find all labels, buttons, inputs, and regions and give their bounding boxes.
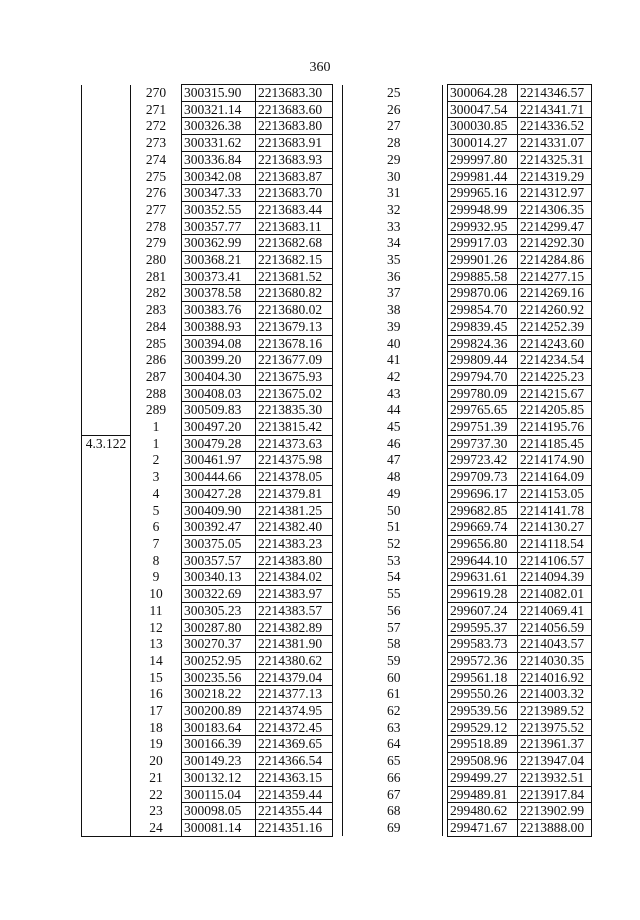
y-coordinate: 2214373.63 — [256, 435, 333, 452]
y-coordinate: 2214174.90 — [518, 452, 592, 469]
y-coordinate: 2214215.67 — [518, 385, 592, 402]
y-coordinate: 2214341.71 — [518, 101, 592, 118]
y-coordinate: 2214359.44 — [256, 786, 333, 803]
point-number: 19 — [149, 736, 163, 752]
point-number: 21 — [149, 769, 163, 785]
y-coordinate: 2213678.16 — [256, 335, 333, 352]
y-coordinate: 2214383.57 — [256, 602, 333, 619]
x-coordinate: 300368.21 — [182, 252, 256, 269]
point-number: 6 — [152, 519, 160, 535]
point-number: 29 — [387, 151, 401, 167]
point-number: 27 — [387, 118, 401, 134]
x-coordinate: 299572.36 — [448, 652, 518, 669]
x-coordinate: 299669.74 — [448, 519, 518, 536]
point-number: 33 — [387, 218, 401, 234]
x-coordinate: 299737.30 — [448, 435, 518, 452]
point-number: 61 — [387, 686, 401, 702]
y-coordinate: 2213835.30 — [256, 402, 333, 419]
point-number: 68 — [387, 803, 401, 819]
point-number: 67 — [387, 786, 401, 802]
point-number: 285 — [145, 335, 167, 351]
y-coordinate: 2214346.57 — [518, 85, 592, 102]
x-coordinate: 300315.90 — [182, 85, 256, 102]
coordinate-table-right — [342, 84, 592, 837]
y-coordinate: 2214056.59 — [518, 619, 592, 636]
y-coordinate: 2214383.97 — [256, 586, 333, 603]
y-coordinate: 2214252.39 — [518, 318, 592, 335]
y-coordinate: 2213917.84 — [518, 786, 592, 803]
y-coordinate: 2214355.44 — [256, 803, 333, 820]
x-coordinate: 299656.80 — [448, 535, 518, 552]
x-coordinate: 299723.42 — [448, 452, 518, 469]
x-coordinate: 299518.89 — [448, 736, 518, 753]
y-coordinate: 2214299.47 — [518, 218, 592, 235]
point-number: 40 — [387, 335, 401, 351]
point-number: 5 — [152, 502, 160, 518]
point-number: 273 — [145, 135, 167, 151]
point-number: 36 — [387, 268, 401, 284]
point-number: 38 — [387, 302, 401, 318]
y-coordinate: 2214383.80 — [256, 552, 333, 569]
point-number: 44 — [387, 402, 401, 418]
x-coordinate: 300444.66 — [182, 469, 256, 486]
point-number: 274 — [145, 151, 167, 167]
y-coordinate: 2213989.52 — [518, 703, 592, 720]
x-coordinate: 299932.95 — [448, 218, 518, 235]
point-number: 28 — [387, 135, 401, 151]
x-coordinate: 300394.08 — [182, 335, 256, 352]
x-coordinate: 299917.03 — [448, 235, 518, 252]
y-coordinate: 2214363.15 — [256, 769, 333, 786]
x-coordinate: 300132.12 — [182, 769, 256, 786]
point-number: 32 — [387, 201, 401, 217]
x-coordinate: 300322.69 — [182, 586, 256, 603]
point-number: 2 — [152, 452, 160, 468]
x-coordinate: 299619.28 — [448, 586, 518, 603]
x-coordinate: 299765.65 — [448, 402, 518, 419]
x-coordinate: 300287.80 — [182, 619, 256, 636]
y-coordinate: 2214260.92 — [518, 302, 592, 319]
y-coordinate: 2214382.89 — [256, 619, 333, 636]
y-coordinate: 2214377.13 — [256, 686, 333, 703]
y-coordinate: 2214130.27 — [518, 519, 592, 536]
x-coordinate: 299839.45 — [448, 318, 518, 335]
y-coordinate: 2213683.11 — [256, 218, 333, 235]
point-number: 48 — [387, 469, 401, 485]
point-number: 35 — [387, 252, 401, 268]
point-number: 9 — [152, 569, 160, 585]
y-coordinate: 2214381.25 — [256, 502, 333, 519]
y-coordinate: 2213675.93 — [256, 368, 333, 385]
point-number: 53 — [387, 552, 401, 568]
x-coordinate: 300166.39 — [182, 736, 256, 753]
y-coordinate: 2214284.86 — [518, 252, 592, 269]
y-coordinate: 2213932.51 — [518, 769, 592, 786]
point-number: 288 — [145, 385, 167, 401]
x-coordinate: 300098.05 — [182, 803, 256, 820]
y-coordinate: 2213682.15 — [256, 252, 333, 269]
x-coordinate: 299997.80 — [448, 151, 518, 168]
point-number: 12 — [149, 619, 163, 635]
x-coordinate: 300399.20 — [182, 352, 256, 369]
y-coordinate: 2214366.54 — [256, 753, 333, 770]
point-number: 8 — [152, 552, 160, 568]
x-coordinate: 299595.37 — [448, 619, 518, 636]
x-coordinate: 300342.08 — [182, 168, 256, 185]
y-coordinate: 2214016.92 — [518, 669, 592, 686]
x-coordinate: 300509.83 — [182, 402, 256, 419]
x-coordinate: 300326.38 — [182, 118, 256, 135]
point-number: 66 — [387, 769, 401, 785]
y-coordinate: 2214336.52 — [518, 118, 592, 135]
y-coordinate: 2213675.02 — [256, 385, 333, 402]
y-coordinate: 2213683.91 — [256, 135, 333, 152]
x-coordinate: 299751.39 — [448, 419, 518, 436]
point-number: 51 — [387, 519, 401, 535]
y-coordinate: 2214382.40 — [256, 519, 333, 536]
point-number: 39 — [387, 318, 401, 334]
x-coordinate: 299471.67 — [448, 819, 518, 836]
y-coordinate: 2213815.42 — [256, 419, 333, 436]
point-number: 56 — [387, 602, 401, 618]
y-coordinate: 2214185.45 — [518, 435, 592, 452]
y-coordinate: 2213975.52 — [518, 719, 592, 736]
point-number: 271 — [145, 101, 167, 117]
x-coordinate: 300388.93 — [182, 318, 256, 335]
x-coordinate: 300115.04 — [182, 786, 256, 803]
x-coordinate: 299981.44 — [448, 168, 518, 185]
y-coordinate: 2214292.30 — [518, 235, 592, 252]
table-row — [82, 435, 333, 452]
x-coordinate: 299561.18 — [448, 669, 518, 686]
page-number: 360 — [309, 60, 331, 75]
x-coordinate: 299885.58 — [448, 268, 518, 285]
y-coordinate: 2213679.13 — [256, 318, 333, 335]
point-number: 13 — [149, 636, 163, 652]
y-coordinate: 2214379.81 — [256, 485, 333, 502]
point-number: 14 — [149, 652, 163, 668]
point-number: 3 — [152, 469, 160, 485]
x-coordinate: 299948.99 — [448, 201, 518, 218]
x-coordinate: 299644.10 — [448, 552, 518, 569]
x-coordinate: 300305.23 — [182, 602, 256, 619]
point-number: 69 — [387, 819, 401, 835]
x-coordinate: 300362.99 — [182, 235, 256, 252]
point-number: 284 — [145, 318, 167, 334]
point-number: 64 — [387, 736, 401, 752]
point-number: 63 — [387, 719, 401, 735]
point-number: 11 — [149, 602, 163, 618]
x-coordinate: 299901.26 — [448, 252, 518, 269]
point-number: 55 — [387, 586, 401, 602]
x-coordinate: 299480.62 — [448, 803, 518, 820]
x-coordinate: 299508.96 — [448, 753, 518, 770]
x-coordinate: 300357.77 — [182, 218, 256, 235]
point-number: 41 — [387, 352, 401, 368]
x-coordinate: 300218.22 — [182, 686, 256, 703]
y-coordinate: 2214384.02 — [256, 569, 333, 586]
table-body-left — [82, 85, 333, 837]
point-number: 16 — [149, 686, 163, 702]
point-number: 65 — [387, 753, 401, 769]
x-coordinate: 299682.85 — [448, 502, 518, 519]
x-coordinate: 300200.89 — [182, 703, 256, 720]
x-coordinate: 300392.47 — [182, 519, 256, 536]
x-coordinate: 299965.16 — [448, 185, 518, 202]
point-number: 50 — [387, 502, 401, 518]
y-coordinate: 2214043.57 — [518, 636, 592, 653]
point-number: 37 — [387, 285, 401, 301]
x-coordinate: 300183.64 — [182, 719, 256, 736]
y-coordinate: 2214141.78 — [518, 502, 592, 519]
y-coordinate: 2213683.87 — [256, 168, 333, 185]
point-number: 17 — [149, 703, 163, 719]
point-number: 54 — [387, 569, 401, 585]
point-number: 58 — [387, 636, 401, 652]
y-coordinate: 2214306.35 — [518, 201, 592, 218]
point-number: 52 — [387, 535, 401, 551]
y-coordinate: 2213677.09 — [256, 352, 333, 369]
point-number: 34 — [387, 235, 401, 251]
point-number: 43 — [387, 385, 401, 401]
y-coordinate: 2214277.15 — [518, 268, 592, 285]
point-number: 23 — [149, 803, 163, 819]
x-coordinate: 300378.58 — [182, 285, 256, 302]
x-coordinate: 300427.28 — [182, 485, 256, 502]
point-number: 62 — [387, 703, 401, 719]
y-coordinate: 2214106.57 — [518, 552, 592, 569]
x-coordinate: 299854.70 — [448, 302, 518, 319]
x-coordinate: 299824.36 — [448, 335, 518, 352]
x-coordinate: 299696.17 — [448, 485, 518, 502]
y-coordinate: 2214378.05 — [256, 469, 333, 486]
point-number: 60 — [387, 669, 401, 685]
y-coordinate: 2214164.09 — [518, 469, 592, 486]
y-coordinate: 2214069.41 — [518, 602, 592, 619]
y-coordinate: 2214094.39 — [518, 569, 592, 586]
x-coordinate: 299631.61 — [448, 569, 518, 586]
y-coordinate: 2213683.70 — [256, 185, 333, 202]
y-coordinate: 2214153.05 — [518, 485, 592, 502]
x-coordinate: 299489.81 — [448, 786, 518, 803]
x-coordinate: 299780.09 — [448, 385, 518, 402]
y-coordinate: 2213682.68 — [256, 235, 333, 252]
y-coordinate: 2214269.16 — [518, 285, 592, 302]
point-number: 281 — [145, 268, 167, 284]
y-coordinate: 2213683.44 — [256, 201, 333, 218]
point-number: 25 — [387, 85, 401, 100]
point-number: 57 — [387, 619, 401, 635]
y-coordinate: 2214319.29 — [518, 168, 592, 185]
x-coordinate: 300321.14 — [182, 101, 256, 118]
x-coordinate: 300331.62 — [182, 135, 256, 152]
x-coordinate: 299529.12 — [448, 719, 518, 736]
x-coordinate: 300064.28 — [448, 85, 518, 102]
y-coordinate: 2214369.65 — [256, 736, 333, 753]
point-number: 20 — [149, 753, 163, 769]
point-number: 7 — [152, 535, 160, 551]
x-coordinate: 300357.57 — [182, 552, 256, 569]
table-row — [82, 85, 333, 102]
point-number: 46 — [387, 435, 401, 451]
point-number: 282 — [145, 285, 167, 301]
y-coordinate: 2214351.16 — [256, 819, 333, 836]
y-coordinate: 2214374.95 — [256, 703, 333, 720]
y-coordinate: 2213683.60 — [256, 101, 333, 118]
x-coordinate: 299709.73 — [448, 469, 518, 486]
point-number: 278 — [145, 218, 167, 234]
y-coordinate: 2213683.30 — [256, 85, 333, 102]
x-coordinate: 300408.03 — [182, 385, 256, 402]
y-coordinate: 2214195.76 — [518, 419, 592, 436]
point-number: 47 — [387, 452, 401, 468]
point-number: 49 — [387, 485, 401, 501]
y-coordinate: 2213680.02 — [256, 302, 333, 319]
table-row — [343, 85, 592, 102]
y-coordinate: 2214379.04 — [256, 669, 333, 686]
point-number: 277 — [145, 201, 167, 217]
point-number: 30 — [387, 168, 401, 184]
coordinate-table-left — [81, 84, 333, 837]
y-coordinate: 2214118.54 — [518, 535, 592, 552]
x-coordinate: 300047.54 — [448, 101, 518, 118]
y-coordinate: 2213680.82 — [256, 285, 333, 302]
y-coordinate: 2214205.85 — [518, 402, 592, 419]
y-coordinate: 2213681.52 — [256, 268, 333, 285]
point-number: 276 — [145, 185, 167, 201]
y-coordinate: 2214383.23 — [256, 535, 333, 552]
x-coordinate: 299499.27 — [448, 769, 518, 786]
x-coordinate: 300373.41 — [182, 268, 256, 285]
x-coordinate: 300252.95 — [182, 652, 256, 669]
x-coordinate: 300014.27 — [448, 135, 518, 152]
y-coordinate: 2214030.35 — [518, 652, 592, 669]
y-coordinate: 2214243.60 — [518, 335, 592, 352]
y-coordinate: 2213902.99 — [518, 803, 592, 820]
x-coordinate: 299870.06 — [448, 285, 518, 302]
point-number: 272 — [145, 118, 167, 134]
point-number: 287 — [145, 368, 167, 384]
y-coordinate: 2213683.80 — [256, 118, 333, 135]
y-coordinate: 2214372.45 — [256, 719, 333, 736]
x-coordinate: 300404.30 — [182, 368, 256, 385]
x-coordinate: 299607.24 — [448, 602, 518, 619]
table-body-right — [343, 85, 592, 837]
x-coordinate: 300340.13 — [182, 569, 256, 586]
point-number: 270 — [145, 85, 167, 100]
x-coordinate: 300336.84 — [182, 151, 256, 168]
y-coordinate: 2214082.01 — [518, 586, 592, 603]
point-number: 59 — [387, 652, 401, 668]
x-coordinate: 300479.28 — [182, 435, 256, 452]
x-coordinate: 299583.73 — [448, 636, 518, 653]
point-number: 26 — [387, 101, 401, 117]
point-number: 280 — [145, 252, 167, 268]
y-coordinate: 2214234.54 — [518, 352, 592, 369]
point-number: 24 — [149, 819, 163, 835]
x-coordinate: 300030.85 — [448, 118, 518, 135]
y-coordinate: 2214225.23 — [518, 368, 592, 385]
x-coordinate: 300497.20 — [182, 419, 256, 436]
point-number: 31 — [387, 185, 401, 201]
y-coordinate: 2214331.07 — [518, 135, 592, 152]
x-coordinate: 299550.26 — [448, 686, 518, 703]
y-coordinate: 2214380.62 — [256, 652, 333, 669]
y-coordinate: 2214312.97 — [518, 185, 592, 202]
x-coordinate: 300235.56 — [182, 669, 256, 686]
point-number: 4 — [152, 485, 160, 501]
y-coordinate: 2213961.37 — [518, 736, 592, 753]
group-label — [82, 85, 131, 436]
x-coordinate: 299539.56 — [448, 703, 518, 720]
y-coordinate: 2214375.98 — [256, 452, 333, 469]
y-coordinate: 2214381.90 — [256, 636, 333, 653]
x-coordinate: 300375.05 — [182, 535, 256, 552]
x-coordinate: 299794.70 — [448, 368, 518, 385]
x-coordinate: 300409.90 — [182, 502, 256, 519]
point-number: 10 — [149, 586, 163, 602]
point-number: 15 — [149, 669, 163, 685]
point-number: 279 — [145, 235, 167, 251]
y-coordinate: 2213683.93 — [256, 151, 333, 168]
x-coordinate: 300352.55 — [182, 201, 256, 218]
point-number: 289 — [145, 402, 167, 418]
point-number: 18 — [149, 719, 163, 735]
x-coordinate: 300461.97 — [182, 452, 256, 469]
y-coordinate: 2213947.04 — [518, 753, 592, 770]
point-number: 22 — [149, 786, 163, 802]
x-coordinate: 300149.23 — [182, 753, 256, 770]
x-coordinate: 300270.37 — [182, 636, 256, 653]
point-number: 1 — [152, 419, 160, 435]
point-number: 283 — [145, 302, 167, 318]
point-number: 45 — [387, 419, 401, 435]
point-number: 1 — [152, 435, 160, 451]
x-coordinate: 300383.76 — [182, 302, 256, 319]
point-number: 42 — [387, 368, 401, 384]
y-coordinate: 2213888.00 — [518, 819, 592, 836]
x-coordinate: 300347.33 — [182, 185, 256, 202]
y-coordinate: 2214003.32 — [518, 686, 592, 703]
point-number: 275 — [145, 168, 167, 184]
y-coordinate: 2214325.31 — [518, 151, 592, 168]
point-number: 286 — [145, 352, 167, 368]
x-coordinate: 299809.44 — [448, 352, 518, 369]
group-label: 4.3.122 — [82, 435, 131, 836]
x-coordinate: 300081.14 — [182, 819, 256, 836]
